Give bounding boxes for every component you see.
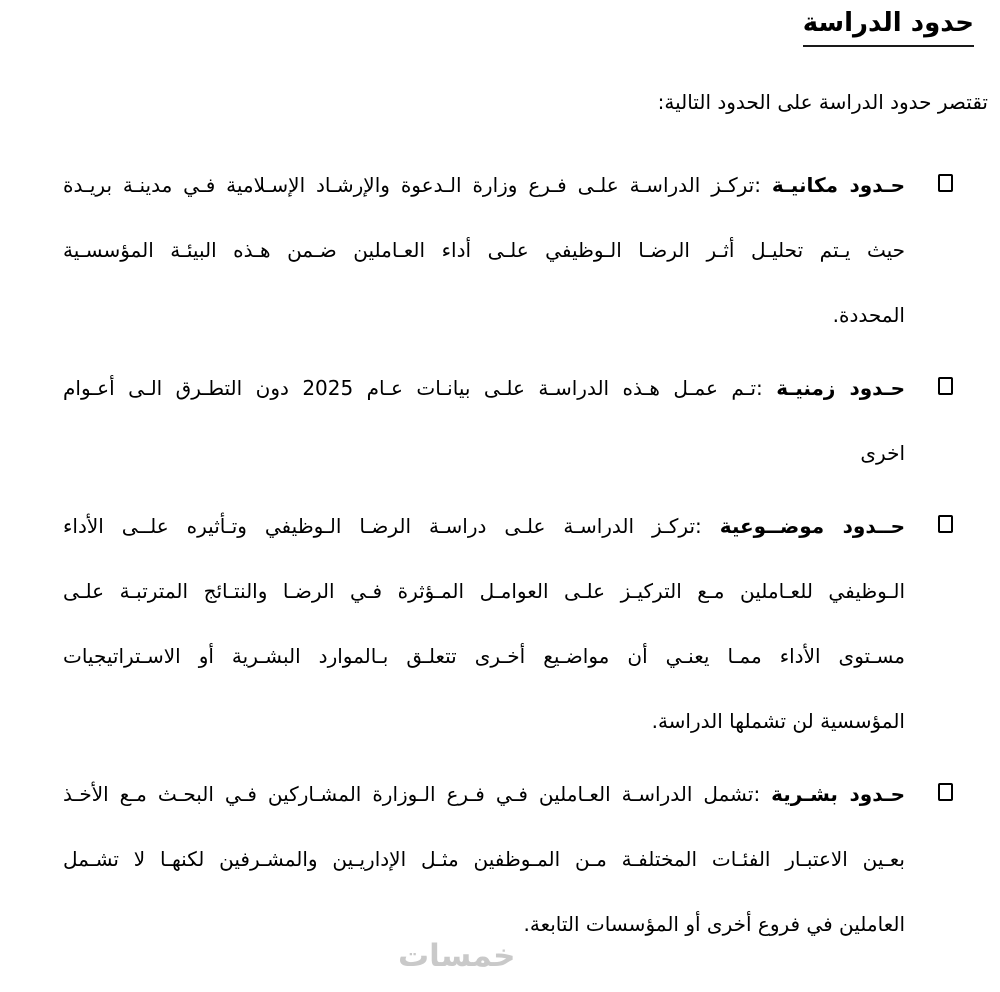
bullet-item-topical-limits: [63, 494, 905, 754]
title-block: [803, 8, 974, 47]
bullet-text-line: بعـين الاعتبـار الفئـات المختلفـة مـن المـوظفين مثـل الإداريـين والمشـرفين لكنهـا لا تشـمل: [63, 847, 905, 871]
watermark-text: خمسات: [398, 938, 516, 974]
bullet-item-spatial-limits: [63, 153, 905, 348]
bullet-list: [63, 153, 905, 965]
bullet-label: حـدود زمنيـة: [776, 376, 905, 400]
page-title: حدود الدراسة: [803, 8, 974, 47]
intro-text: تقتصر حدود الدراسة على الحدود التالية:: [657, 90, 988, 114]
bullet-text-line: المحددة.: [832, 303, 905, 327]
bullet-label: حـدود مكانيـة: [771, 173, 905, 197]
bullet-item-human-limits: [63, 762, 905, 957]
ballot-square-icon: [938, 515, 953, 533]
bullet-text-line: حيث يـتم تحليـل أثـر الرضـا الـوظيفي علـى أداء العـاملين ضـمن هـذه البيئـة المؤسسـية: [63, 238, 905, 262]
ballot-square-icon: [938, 783, 953, 801]
bullet-text: :تـم عمـل هـذه الدراسـة علـى بيانـات عـام 2025 دون التطـرق الـى أعـوام: [63, 376, 777, 400]
bullet-text-line: [63, 153, 905, 218]
bullet-text-line: اخرى: [860, 441, 905, 465]
bullet-label: حـدود بشـرية: [771, 782, 905, 806]
bullet-text-line: [63, 356, 905, 421]
bullet-text: :تشمل الدراسـة العـاملين فـي فـرع الـوزارة المشـاركين فـي البحـث مـع الأخـذ: [63, 782, 772, 806]
bullet-text: :تركـز الدراسـة علـى دراسـة الرضـا الـوظيفي وتـأثيره علــى الأداء: [63, 514, 720, 538]
bullet-text-line: [63, 494, 905, 559]
bullet-text-line: [63, 762, 905, 827]
bullet-label: حــدود موضــوعية: [719, 514, 905, 538]
bullet-text-line: العاملين في فروع أخرى أو المؤسسات التابعة.: [523, 912, 905, 936]
bullet-item-temporal-limits: [63, 356, 905, 486]
ballot-square-icon: [938, 377, 953, 395]
bullet-text-line: المؤسسية لن تشملها الدراسة.: [651, 709, 905, 733]
bullet-text-line: الـوظيفي للعـاملين مـع التركيـز علـى العوامـل المـؤثرة فـي الرضـا والنتـائج المترتبـة علـى: [63, 579, 905, 603]
bullet-text: :تركـز الدراسـة علـى فـرع وزارة الـدعوة والإرشـاد الإسـلامية فـي مدينـة بريـدة: [63, 173, 772, 197]
ballot-square-icon: [938, 174, 953, 192]
bullet-text-line: مسـتوى الأداء ممـا يعنـي أن مواضـيع أخـرى تتعلـق بـالموارد البشـرية أو الاسـتراتيجيات: [63, 644, 905, 668]
